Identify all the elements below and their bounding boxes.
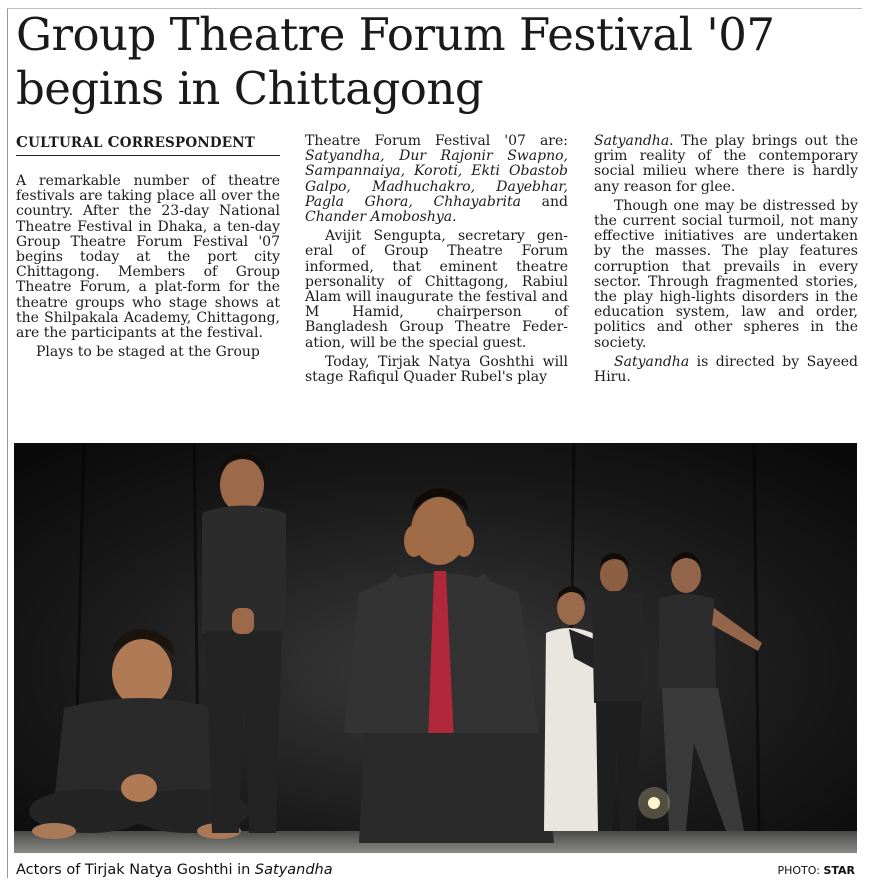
photo-caption: Actors of Tirjak Natya Goshthi in Satyandha [16,862,333,878]
byline: CULTURAL CORRESPONDENT [16,134,280,156]
paragraph: Plays to be staged at the Group [36,344,260,361]
article-column-1 [16,134,280,360]
paragraph: Theatre Forum Festival '07 are: Satyandha, Dur Rajonir Swapno, Sampannaiya, Koroti, Ekti Obastob Galpo, Madhuchakro, Dayebhar, Pagla Ghora, Chhayabrita and Chander Amoboshya. [305,133,568,226]
paragraph: Satyandha. The play brings out the grim reality of the contemporary social milieu where there is hardly any reason for glee. [594,133,858,195]
paragraph: Avijit Sengupta, secretary gen-eral of Group Theatre Forum informed, that eminent theatre personality of Chittagong, Rabiul Alam will inaugurate the festival and M Hamid, chairperson of Bangladesh Group Theatre Feder-ation, will be the special guest. [305,228,568,351]
article-column-2 [305,134,568,385]
play-title: Satyandha [614,353,690,370]
play-title: Satyandha [254,862,333,878]
paragraph: Satyandha is directed by Sayeed Hiru. [594,353,858,386]
paragraph: Today, Tirjak Natya Goshthi will stage Rafiqul Quader Rubel's play [305,353,568,386]
paragraph: Though one may be distressed by the current social turmoil, not many effective initiatives are undertaken by the masses. The play features corruption that prevails in every sector. Through fragmented stories, the play high-lights disorders in the education system, law and order, politics and other spheres in the society. [594,197,858,351]
play-title: Satyandha [594,133,670,149]
paragraph: A remarkable number of theatre festivals are taking place all over the country. After the 23-day National Theatre Festival in Dhaka, a ten-day Group Theatre Forum Festival '07 begins today at the port city Chittagong. Members of Group Theatre Forum, a plat-form for the theatre groups who stage shows at the Shilpakala Academy, Chittagong, are the participants at the festival. [16,173,280,342]
headline-line-1: Group Theatre Forum Festival '07 [16,8,775,61]
play-title: Chander Amoboshya [305,209,453,226]
page-frame-left-rule [7,8,8,878]
photo-credit: PHOTO: STAR [777,864,855,877]
headline [16,8,856,116]
article-column-3 [594,134,858,385]
headline-line-2: begins in Chittagong [16,62,484,115]
play-titles: Satyandha, Dur Rajonir Swapno, Sampannaiya, Koroti, Ekti Obastob Galpo, Madhuchakro, Dayebhar, Pagla Ghora, Chhayabrita [305,148,568,210]
stage-photo [14,443,857,853]
